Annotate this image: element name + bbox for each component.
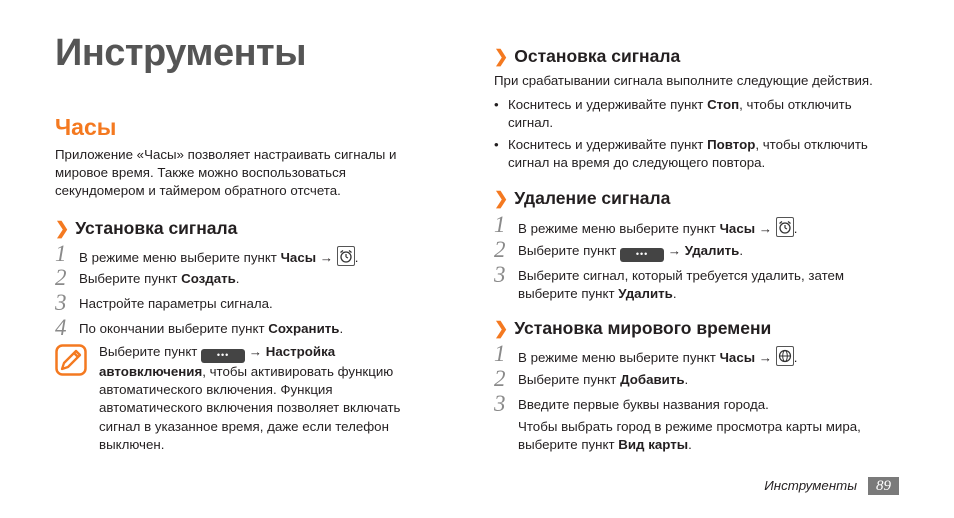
step-text-end: . [739,243,744,258]
stop-alarm-lead: При срабатывании сигнала выполните следующие действия. [494,73,873,88]
alarm-clock-icon [337,246,355,266]
step-number: 1 [494,341,506,366]
set-alarm-heading [55,218,237,239]
world-time-step-3 [494,391,914,454]
step-number: 3 [494,391,506,416]
step-bold: Сохранить [268,321,340,336]
footer-label: Инструменты [764,478,857,493]
step-text: Выберите пункт [518,372,621,387]
extra-end: . [688,437,692,452]
step-number: 2 [494,366,506,391]
chevron-right-icon: ❯ [494,47,509,66]
step-text: Выберите пункт [79,271,182,286]
step-text-line2: выберите пункт [518,286,619,301]
arrow: → [316,250,337,265]
bullet-dot: • [494,97,499,112]
step-text: Выберите сигнал, который требуется удалить, затем [518,268,845,283]
bullet-bold: Стоп [707,97,740,112]
step-number: 2 [494,237,506,262]
world-time-heading [494,318,771,339]
bullet-line2: сигнал. [508,115,554,130]
delete-alarm-heading-text: Удаление сигнала [514,188,671,208]
step-text: Введите первые буквы названия города. [518,397,769,412]
stop-alarm-bullet-2 [494,136,908,172]
arrow: → [664,243,685,258]
step-text-end: . [793,221,798,236]
bullet-bold: Повтор [707,137,756,152]
chapter-title: Инструменты [55,32,307,74]
step-bold: Удалить [618,286,673,301]
world-time-heading-text: Установка мирового времени [514,318,772,338]
stop-alarm-heading-text: Остановка сигнала [514,46,681,66]
arrow: → [755,221,776,236]
step-bold: Часы [280,250,317,265]
note-pencil-icon [55,344,87,376]
extra-bold: Вид карты [618,437,689,452]
note-post: , чтобы активировать функцию автоматического включения. Функция автоматического включения позволяет включать сигнал в указанное время, даже если телефон выключен. [99,364,401,452]
step-bold: Создать [181,271,236,286]
step-text-end: . [354,250,359,265]
step-bold: Добавить [620,372,685,387]
step-text: В режиме меню выберите пункт [79,250,281,265]
delete-alarm-step-3 [494,262,914,305]
bullet-dot: • [494,137,499,152]
note-text [99,343,429,454]
stop-alarm-bullet-1 [494,96,908,132]
extra-line-1: Чтобы выбрать город в режиме просмотра карты мира, [518,419,861,434]
delete-alarm-heading [494,188,670,209]
step-number: 1 [494,212,506,237]
step-number: 3 [494,262,506,287]
note-pre: Выберите пункт [99,344,202,359]
extra-line-2: выберите пункт [518,437,619,452]
step-number: 3 [55,290,67,315]
step-number: 1 [55,241,67,266]
chevron-right-icon: ❯ [494,319,509,338]
step-text-end: . [793,350,798,365]
world-clock-icon [776,346,794,366]
bullet-post: , чтобы отключить [739,97,852,112]
section-intro: Приложение «Часы» позволяет настраивать сигналы и мировое время. Также можно воспользоваться секундомером и таймером обратного отсчета. [55,147,397,198]
alarm-clock-icon [776,217,794,237]
step-text: По окончании выберите пункт [79,321,269,336]
step-text-end: . [339,321,344,336]
note-arrow: → [245,344,266,359]
bullet-line2: сигнал на время до следующего повтора. [508,155,766,170]
step-text: Выберите пункт [518,243,621,258]
arrow: → [755,350,776,365]
bullet-text: Коснитесь и удерживайте пункт [508,137,708,152]
step-text: В режиме меню выберите пункт [518,221,720,236]
note-bold: Настройка автовключения [99,344,336,379]
step-text-end: . [684,372,689,387]
chevron-right-icon: ❯ [494,189,509,208]
page-number: 89 [868,477,899,495]
bullet-text: Коснитесь и удерживайте пункт [508,97,708,112]
step-bold: Удалить [684,243,740,258]
menu-button: ••• [201,349,245,363]
menu-button: ••• [620,248,664,262]
step-text: Настройте параметры сигнала. [79,296,273,311]
step-number: 2 [55,265,67,290]
set-alarm-heading-text: Установка сигнала [75,218,238,238]
step-text: В режиме меню выберите пункт [518,350,720,365]
step-bold: Часы [719,221,756,236]
stop-alarm-heading [494,46,680,67]
step-text-end: . [235,271,240,286]
step-number: 4 [55,315,67,340]
chevron-right-icon: ❯ [55,219,70,238]
section-title: Часы [55,114,117,140]
step-bold: Часы [719,350,756,365]
bullet-post: , чтобы отключить [755,137,868,152]
step-text-end: . [672,286,677,301]
